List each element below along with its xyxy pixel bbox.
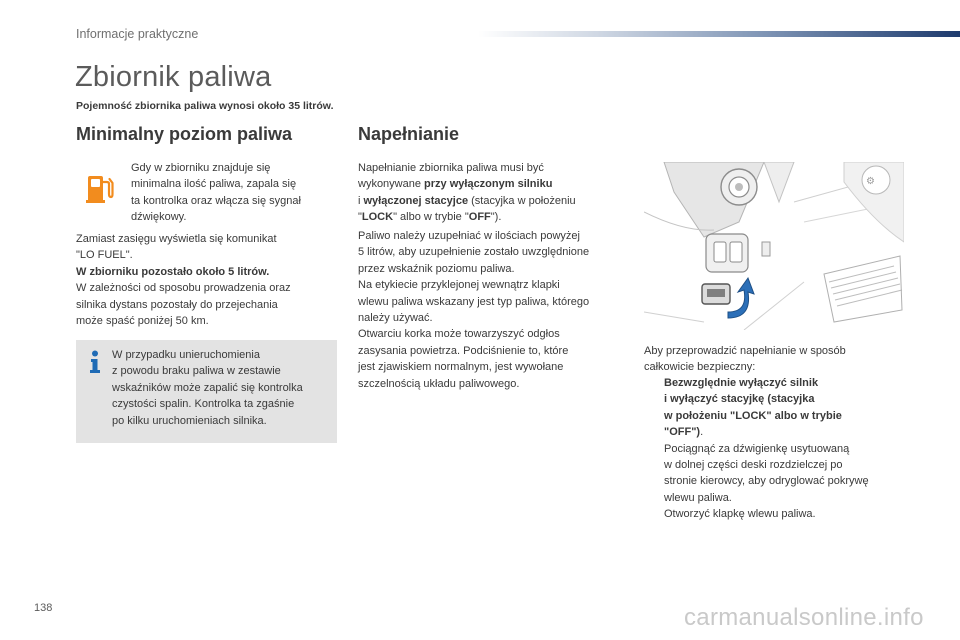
text-line: "LO FUEL". (76, 249, 133, 262)
text-line: Otwarciu korka może towarzyszyć odgłos (358, 328, 560, 341)
text-span: (stacyjka w położeniu (468, 194, 576, 207)
text-line: Gdy w zbiorniku znajduje się (131, 162, 271, 174)
fuel-pump-icon (86, 172, 114, 204)
text-line: przez wskaźnik poziomu paliwa. (358, 262, 515, 275)
text-line: minimalna ilość paliwa, zapala się (131, 178, 297, 191)
text-span-bold: przy wyłączonym silniku (424, 178, 553, 191)
lo-fuel-text (76, 231, 321, 329)
text-line: wlewu paliwa. (664, 491, 732, 504)
procedure-step (644, 441, 906, 507)
text-line: w dolnej części deski rozdzielczej po (664, 459, 843, 472)
text-line (358, 176, 628, 192)
info-text (112, 347, 327, 429)
section-header: Informacje praktyczne (76, 27, 199, 41)
watermark: carmanualsonline.info (684, 604, 924, 631)
dashboard-lever-illustration (644, 162, 904, 330)
text-span: " albo w trybie " (393, 211, 469, 224)
text-line: w położeniu "LOCK" albo w trybie (664, 409, 842, 422)
text-line: i wyłączyć stacyjkę (stacyjka (664, 393, 815, 406)
text-line: z powodu braku paliwa w zestawie (112, 365, 281, 378)
tank-capacity-note: Pojemność zbiornika paliwa wynosi około 35 litrów. (76, 100, 334, 112)
page-number: 138 (34, 602, 53, 614)
text-line: wskaźników może zapalić się kontrolka (112, 381, 303, 394)
text-line: Zamiast zasięgu wyświetla się komunikat (76, 233, 277, 245)
text-line: dźwiękowy. (131, 211, 187, 224)
text-span: . (700, 426, 704, 439)
text-line: po kilku uruchomieniach silnika. (112, 414, 267, 427)
procedure-steps (644, 375, 906, 523)
info-icon (88, 350, 102, 374)
text-line: jest zjawiskiem normalnym, jest wywołane (358, 361, 564, 374)
text-line: czystości spalin. Kontrolka ta zgaśnie (112, 398, 295, 411)
page-title: Zbiornik paliwa (75, 61, 272, 93)
remaining-fuel-note: W zbiorniku pozostało około 5 litrów. (76, 265, 270, 278)
filling-details-text (358, 228, 633, 392)
text-span: "). (490, 211, 502, 224)
text-span-bold: OFF (468, 211, 491, 224)
header-gradient-bar (478, 31, 960, 37)
text-span: wykonywane (358, 178, 425, 191)
text-line: ta kontrolka oraz włącza się sygnał (131, 194, 301, 207)
info-box (76, 340, 337, 443)
text-line: Pociągnąć za dźwigienkę usytuowaną (664, 442, 850, 455)
text-line: Paliwo należy uzupełniać w ilościach powyżej (358, 230, 580, 242)
text-span: i (358, 194, 364, 207)
text-line: należy używać. (358, 312, 433, 325)
procedure-intro (644, 343, 904, 376)
text-line: W zależności od sposobu prowadzenia oraz (76, 282, 291, 295)
text-line: może spaść poniżej 50 km. (76, 315, 209, 328)
procedure-step (644, 375, 906, 441)
text-span: " (358, 211, 362, 224)
filling-conditions-text (358, 160, 628, 226)
procedure-step (644, 506, 906, 522)
text-line: W przypadku unieruchomienia (112, 349, 260, 361)
text-line: Na etykiecie przyklejonej wewnątrz klapki (358, 279, 560, 292)
text-line: szczelnością układu paliwowego. (358, 377, 520, 390)
text-line: "OFF") (664, 426, 701, 439)
text-line (358, 209, 628, 225)
text-line: Napełnianie zbiornika paliwa musi być (358, 162, 544, 174)
text-line (358, 193, 628, 209)
text-line: Otworzyć klapkę wlewu paliwa. (664, 508, 816, 521)
text-line: stronie kierowcy, aby odryglować pokrywę (664, 475, 869, 488)
text-line: zasysania powietrza. Podciśnienie to, które (358, 344, 569, 357)
min-level-heading: Minimalny poziom paliwa (76, 124, 293, 144)
text-span-bold: wyłączonej stacyjce (363, 194, 469, 207)
text-line: silnika dystans pozostały do przejechania (76, 298, 278, 311)
svg-text:⚙: ⚙ (866, 176, 875, 187)
fuel-warning-text (131, 160, 331, 226)
text-span-bold: LOCK (361, 211, 394, 224)
text-line: 5 litrów, aby uzupełnienie zostało uwzględnione (358, 246, 590, 259)
filling-heading: Napełnianie (358, 124, 460, 144)
text-line: Aby przeprowadzić napełnianie w sposób (644, 345, 846, 357)
text-line: wlewu paliwa wskazany jest typ paliwa, którego (358, 295, 590, 308)
text-line: całkowicie bezpieczny: (644, 361, 756, 374)
text-line: Bezwzględnie wyłączyć silnik (664, 377, 819, 389)
